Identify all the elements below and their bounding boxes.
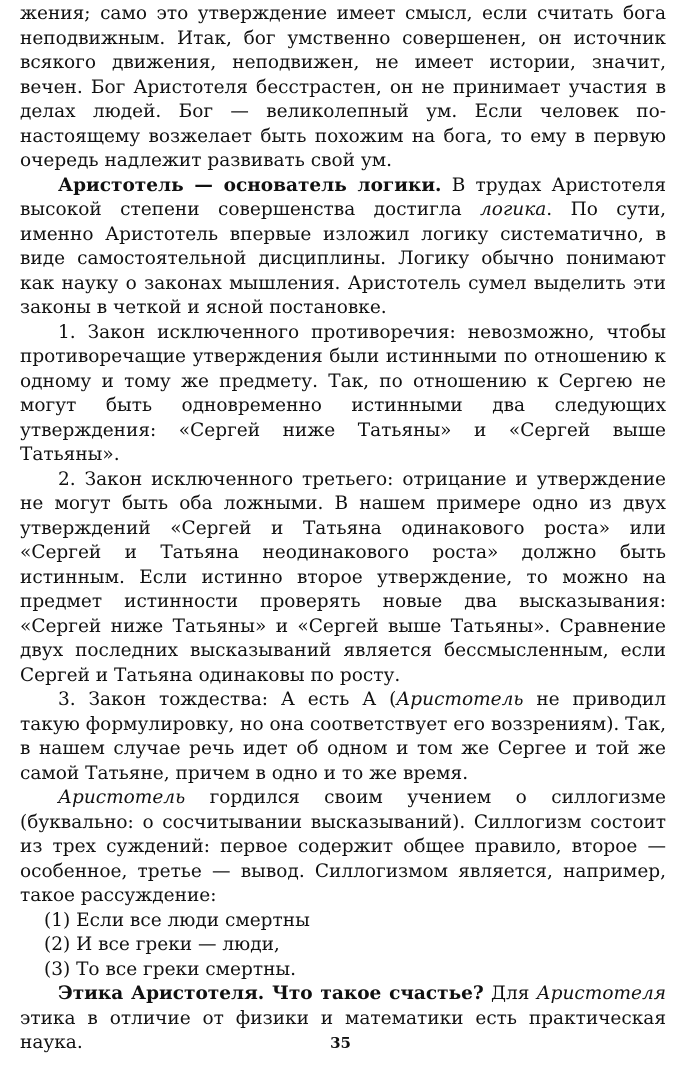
paragraph-continuation: жения; само это утверждение имеет смысл, если считать бога неподвижным. Итак, бог умственно совершенен, он источник всякого движения, неподвижен, не имеет истории, значит, вечен. Бог Аристотеля бесстрастен, он не принимает участия в делах людей. Бог — великолепный ум. Если человек по-настоящему возжелает быть похожим на бога, то ему в первую очередь надлежит развивать свой ум. xyxy=(20,3,666,171)
section-heading-ethics: Этика Аристотеля. Что такое счастье? xyxy=(58,983,484,1004)
law-contradiction: 1. Закон исключенного противоречия: невозможно, чтобы противоречащие утверждения были истинными по отношению к одному и тому же предмету. Так, по отношению к Сергею не могут быть одновременно истинными два следующих утверждения: «Сергей ниже Татьяны» и «Сергей выше Татьяны». xyxy=(20,321,666,465)
paragraph-syllogism xyxy=(20,786,666,909)
text: Для xyxy=(483,983,537,1004)
text: В трудах Аристотеля высокой степени совершенства достигла xyxy=(20,174,666,220)
author-name: Аристотель xyxy=(396,689,524,710)
page-body xyxy=(20,2,666,1056)
author-name: Аристотель xyxy=(58,787,186,808)
text: 3. Закон тождества: А есть А ( xyxy=(58,689,397,710)
syllogism-line-1: (1) Если все люди смертны xyxy=(44,909,310,931)
page-number: 35 xyxy=(330,1034,351,1052)
text: не приводил такую формулировку, но она соответствует его воззрениям). Так, в нашем случае речь идет об одном и том же Сергее и той же самой Татьяне, причем в одно и то же время. xyxy=(20,689,666,784)
term-logic: логика xyxy=(480,199,547,220)
syllogism-line-2: (2) И все греки — люди, xyxy=(44,934,280,955)
section-heading-logic: Аристотель — основатель логики. xyxy=(58,174,442,196)
paragraph-logic xyxy=(20,174,666,321)
text: гордился своим учением о силлогизме (буквально: о сосчитывании высказываний). Силлогизм состоит из трех суждений: первое содержит общее правило, второе — особенное, третье — вывод. Силлогизмом является, например, такое рассуждение: xyxy=(20,787,666,906)
author-name: Аристотеля xyxy=(536,983,666,1004)
law-identity xyxy=(20,688,666,786)
syllogism-line-3: (3) То все греки смертны. xyxy=(44,958,297,980)
text: этика в отличие от физики и математики есть практическая наука. xyxy=(20,1007,666,1053)
text: . По сути, именно Аристотель впервые изложил логику систематично, в виде самостоятельной дисциплины. Логику обычно понимают как науку о законах мышления. Аристотель сумел выделить эти законы в четкой и ясной постановке. xyxy=(20,199,667,318)
law-excluded-middle: 2. Закон исключенного третьего: отрицание и утверждение не могут быть оба ложными. В нашем примере одно из двух утверждений «Сергей и Татьяна одинакового роста» или «Сергей и Татьяна неодинакового роста» должно быть истинным. Если истинно второе утверждение, то можно на предмет истинности проверять новые два высказывания: «Сергей ниже Татьяны» и «Сергей выше Татьяны». Сравнение двух последних высказываний является бессмысленным, если Сергей и Татьяна одинаковы по росту. xyxy=(20,468,666,686)
